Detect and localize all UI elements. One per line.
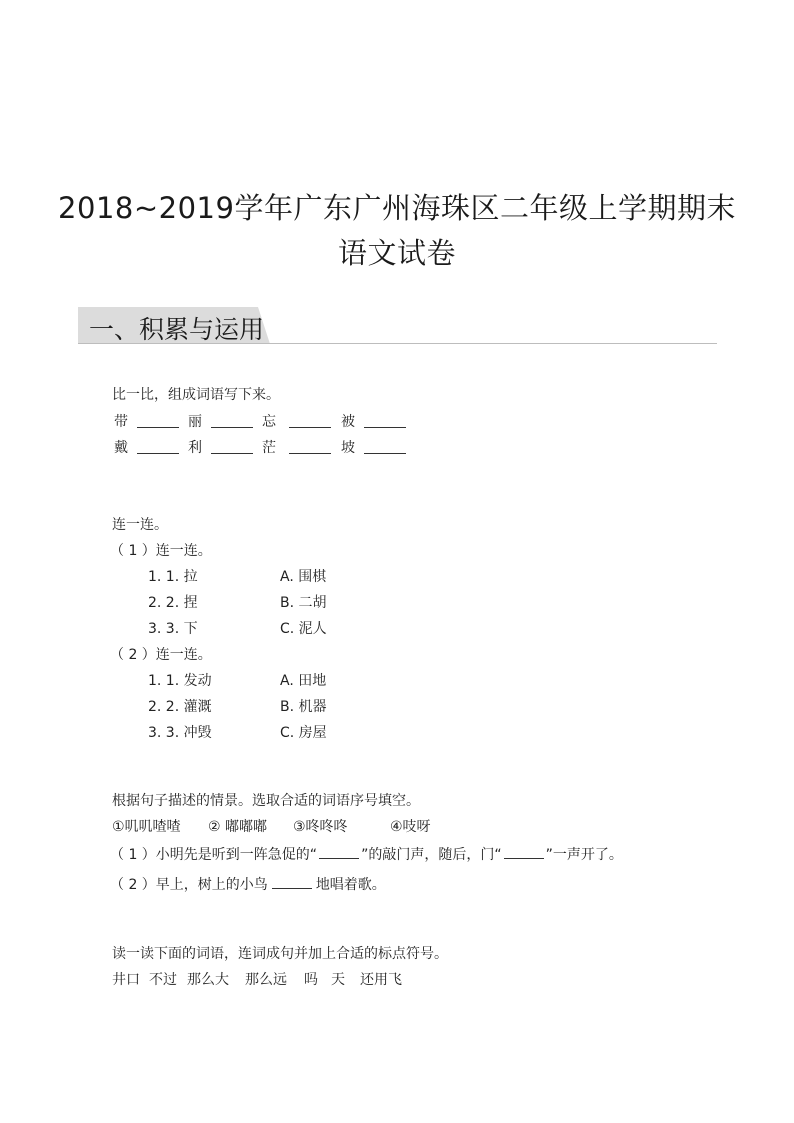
q3-sentence2 [110,875,386,894]
exam-title-line2: 语文试卷 [337,236,456,270]
match-right-item: C. 泥人 [280,621,327,637]
q4-word: 井口 [112,972,140,988]
match-left-item: 1. 1. 拉 [148,569,198,585]
q3-option: ② 嘟嘟嘟 [208,819,268,835]
match-left-item: 3. 3. 冲毁 [148,725,212,741]
q4-word: 天 [331,972,345,988]
q2-prompt: 连一连。 [112,517,168,533]
q3-prompt: 根据句子描述的情景。选取合适的词语序号填空。 [112,793,420,809]
match-left-item: 2. 2. 灌溉 [148,699,212,715]
answer-blank [289,440,331,454]
q2-part2-label: （ 2 ）连一连。 [110,647,212,663]
q1-char: 丽 [188,414,202,430]
q1-char: 戴 [114,440,128,456]
q4-prompt: 读一读下面的词语，连词成句并加上合适的标点符号。 [112,946,448,962]
exam-title-line1: 2018~2019学年广东广州海珠区二年级上学期期末 [58,191,736,225]
answer-blank [211,440,253,454]
q4-word: 那么大 [187,972,229,988]
answer-blank [364,414,406,428]
q1-char: 茫 [262,440,276,456]
q1-char: 被 [341,414,355,430]
match-left-item: 3. 3. 下 [148,621,198,637]
answer-blank [211,414,253,428]
q4-word: 不过 [149,972,177,988]
match-right-item: C. 房屋 [280,725,327,741]
answer-blank [272,875,312,889]
q3-sentence2-part-a: （ 2 ）早上，树上的小鸟 [110,877,268,893]
q3-option: ①叽叽喳喳 [112,819,181,835]
q2-part1-label: （ 1 ）连一连。 [110,543,212,559]
answer-blank [504,845,544,859]
section-title: 一、积累与运用 [89,315,265,344]
answer-blank [289,414,331,428]
match-left-item: 1. 1. 发动 [148,673,212,689]
q3-sentence1-part-c: ”一声开了。 [545,847,623,863]
match-right-item: B. 二胡 [280,595,327,611]
answer-blank [137,414,179,428]
q1-char: 带 [114,414,128,430]
q3-sentence1 [110,845,623,864]
q4-word: 还用飞 [360,972,402,988]
match-right-item: B. 机器 [280,699,327,715]
q3-option: ④吱呀 [390,819,431,835]
answer-blank [364,440,406,454]
q1-char: 利 [188,440,202,456]
q1-char: 坡 [341,440,355,456]
q4-word: 吗 [304,972,318,988]
q4-word: 那么远 [245,972,287,988]
match-left-item: 2. 2. 捏 [148,595,198,611]
answer-blank [319,845,359,859]
q3-sentence1-part-a: （ 1 ）小明先是听到一阵急促的“ [110,847,318,863]
q3-sentence2-part-b: 地唱着歌。 [315,877,386,893]
match-right-item: A. 围棋 [280,569,327,585]
q1-char: 忘 [262,414,276,430]
q1-prompt: 比一比，组成词语写下来。 [112,387,280,403]
answer-blank [137,440,179,454]
match-right-item: A. 田地 [280,673,327,689]
q3-option: ③咚咚咚 [293,819,348,835]
q3-sentence1-part-b: ”的敲门声，随后，门“ [361,847,502,863]
